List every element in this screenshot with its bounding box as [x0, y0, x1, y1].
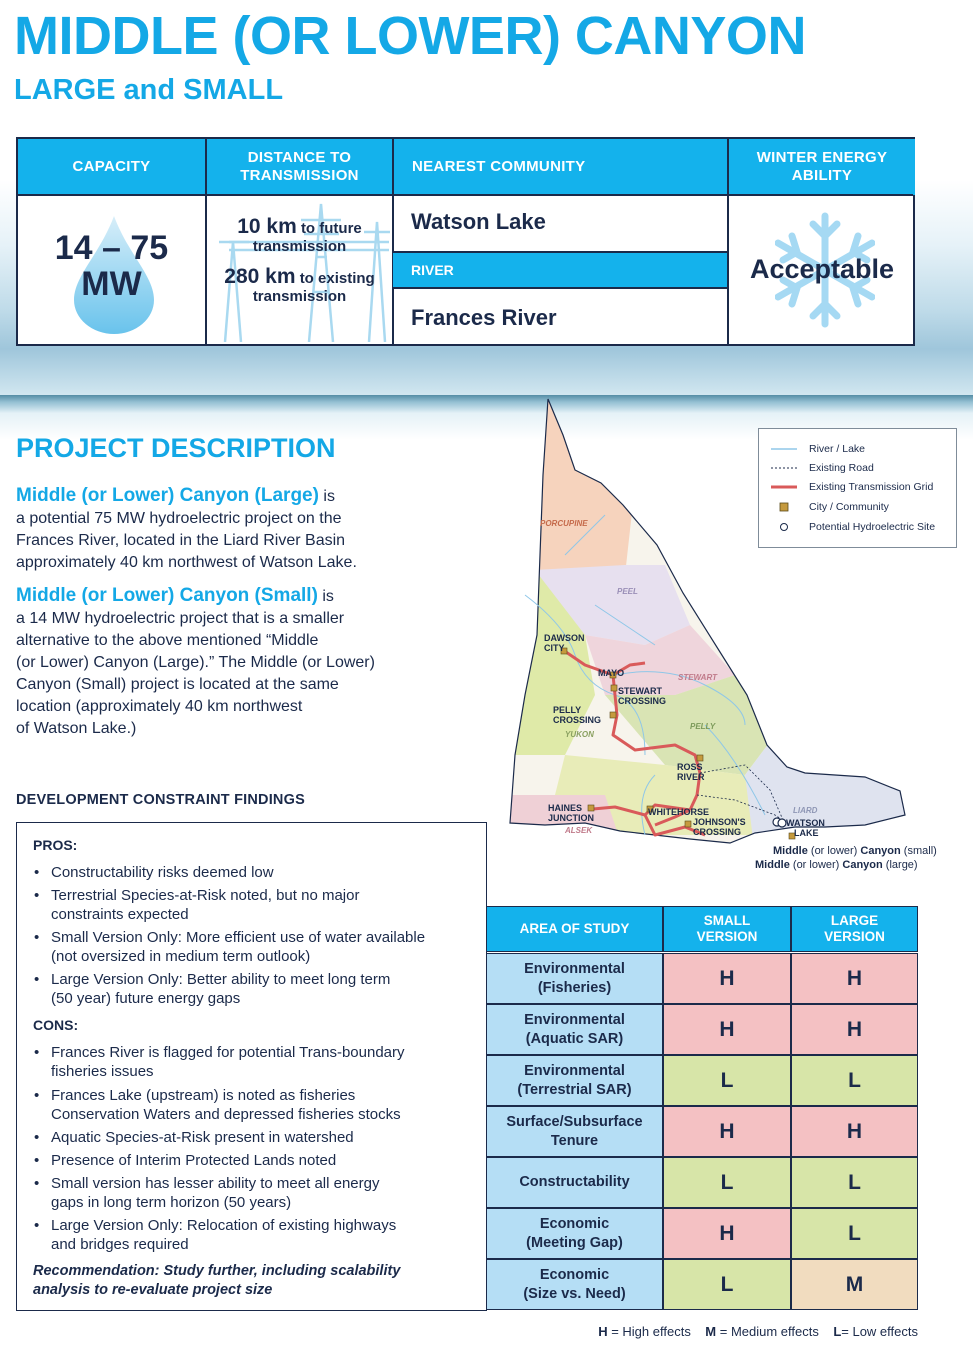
small-rating-cell: L [663, 1157, 791, 1208]
nearest-community-value: Watson Lake [411, 209, 546, 234]
page-title: MIDDLE (OR LOWER) CANYON [14, 6, 806, 66]
region-label: PORCUPINE [540, 519, 588, 528]
recommendation: Recommendation: Study further, including scalability analysis to re-evaluate project size [33, 1263, 401, 1298]
large-rating-cell: M [791, 1259, 918, 1310]
place-watson-lake: WATSON LAKE [786, 818, 825, 838]
small-rating-cell: L [663, 1259, 791, 1310]
study-row [486, 1004, 918, 1055]
legend-site: Potential Hydroelectric Site [759, 518, 958, 536]
rating-key: H = High effects M = Medium effects L= Low effects [598, 1324, 918, 1339]
dotted-road-icon [771, 465, 797, 471]
square-marker-icon [779, 502, 789, 512]
cons-item: • Large Version Only: Relocation of existing highways and bridges required [34, 1217, 397, 1253]
large-version-header: LARGE VERSION [791, 906, 918, 952]
study-row [486, 1208, 918, 1259]
large-rating-cell: L [791, 1157, 918, 1208]
pros-item: • Large Version Only: Better ability to meet long term (50 year) future energy gaps [34, 971, 391, 1007]
small-rating-cell: H [663, 1106, 791, 1157]
study-area-cell: Environmental (Fisheries) [486, 953, 663, 1004]
distance-future-value: 10 km [237, 215, 297, 238]
study-area-cell: Economic (Meeting Gap) [486, 1208, 663, 1259]
pros-item: • Constructability risks deemed low [34, 864, 274, 881]
study-area-cell: Constructability [486, 1157, 663, 1208]
study-area-cell: Environmental (Terrestrial SAR) [486, 1055, 663, 1106]
region-label: PELLY [690, 722, 716, 731]
page-subtitle: LARGE and SMALL [14, 74, 284, 106]
cons-item: • Frances Lake (upstream) is noted as fisheries Conservation Waters and depressed fisheries stocks [34, 1087, 401, 1123]
pros-item: • Small Version Only: More efficient use of water available (not oversized in medium term outlook) [34, 929, 426, 965]
place-stewart-crossing: STEWART CROSSING [618, 686, 667, 706]
study-row [486, 1106, 918, 1157]
community-header: NEAREST COMMUNITY [394, 139, 727, 195]
description-large: Middle (or Lower) Canyon (Large) is a potential 75 MW hydroelectric project on the Frances River, located in the Liard River Basin approximately 40 km northwest of Watson Lake. [16, 485, 357, 571]
winter-header: WINTER ENERGY ABILITY [729, 139, 915, 195]
region-label: PEEL [617, 587, 638, 596]
legend-grid: Existing Transmission Grid [759, 478, 958, 496]
capacity-header: CAPACITY [18, 139, 205, 195]
region-label: STEWART [678, 673, 717, 682]
place-whitehorse: WHITEHORSE [648, 807, 710, 817]
study-header-row [486, 906, 918, 952]
red-line-icon [771, 484, 797, 490]
pros-item: • Terrestrial Species-at-Risk noted, but no major constraints expected [34, 887, 360, 923]
cons-item: • Frances River is flagged for potential Trans-boundary fisheries issues [34, 1044, 405, 1080]
place-pelly-crossing: PELLY CROSSING [553, 705, 602, 725]
place-mayo: MAYO [598, 668, 625, 678]
study-area-cell: Environmental (Aquatic SAR) [486, 1004, 663, 1055]
project-description-title: PROJECT DESCRIPTION [16, 433, 336, 463]
distance-header: DISTANCE TO TRANSMISSION [207, 139, 392, 195]
place-dawson-city: DAWSON CITY [544, 633, 585, 653]
small-rating-cell: H [663, 1208, 791, 1259]
study-row [486, 1055, 918, 1106]
small-rating-cell: L [663, 1055, 791, 1106]
capacity-cell [18, 196, 205, 346]
circle-marker-icon [779, 522, 789, 532]
winter-ability-value: Acceptable [749, 254, 895, 284]
project-info-table [16, 137, 915, 346]
study-area-cell: Surface/Subsurface Tenure [486, 1106, 663, 1157]
small-rating-cell: H [663, 1004, 791, 1055]
river-value: Frances River [411, 305, 557, 330]
large-rating-cell: H [791, 953, 918, 1004]
findings-title: DEVELOPMENT CONSTRAINT FINDINGS [16, 792, 305, 808]
legend-community: City / Community [759, 498, 958, 516]
river-line-icon [771, 446, 797, 452]
place-ross-river: ROSS RIVER [677, 762, 705, 782]
cons-label: CONS: [33, 1017, 79, 1033]
study-row [486, 1259, 918, 1310]
large-rating-cell: H [791, 1004, 918, 1055]
river-header: RIVER [393, 251, 727, 289]
site-large-label: Middle (or lower) Canyon (large) [755, 859, 918, 871]
site-small-label: Middle (or lower) Canyon (small) [773, 845, 937, 857]
description-small: Middle (or Lower) Canyon (Small) is a 14 MW hydroelectric project that is a smaller alternative to the above mentioned “Middle (or Lower) Canyon (Large).” The Middle (or Lower) Canyon (Small) project is located at the same location (approximately 40 km northwest of Watson Lake.) [16, 585, 375, 737]
area-header: AREA OF STUDY [486, 906, 663, 952]
large-rating-cell: L [791, 1055, 918, 1106]
small-version-header: SMALL VERSION [663, 906, 791, 952]
winter-ability-cell [729, 196, 915, 346]
cons-item: • Aquatic Species-at-Risk present in watershed [34, 1129, 354, 1146]
study-area-cell: Economic (Size vs. Need) [486, 1259, 663, 1310]
capacity-unit: MW [81, 265, 142, 303]
cons-item: • Small version has lesser ability to meet all energy gaps in long term horizon (50 years) [34, 1175, 380, 1211]
region-label: LIARD [793, 806, 818, 815]
map-legend [758, 428, 957, 548]
large-rating-cell: H [791, 1106, 918, 1157]
study-row [486, 953, 918, 1004]
cons-item: • Presence of Interim Protected Lands noted [34, 1152, 337, 1169]
legend-road: Existing Road [759, 459, 958, 477]
pros-label: PROS: [33, 837, 78, 853]
region-label: YUKON [565, 730, 594, 739]
large-rating-cell: L [791, 1208, 918, 1259]
study-row [486, 1157, 918, 1208]
capacity-value: 14 – 75 [54, 229, 169, 267]
place-johnsons-crossing: JOHNSON'S CROSSING [693, 817, 746, 837]
findings-box [16, 822, 487, 1311]
legend-river: River / Lake [759, 440, 958, 458]
distance-existing-value: 280 km [224, 265, 296, 288]
small-rating-cell: H [663, 953, 791, 1004]
distance-cell: 10 km to future transmission 280 km to existing transmission [207, 196, 392, 346]
region-label: ALSEK [565, 826, 593, 835]
place-haines-junction: HAINES JUNCTION [548, 803, 595, 823]
